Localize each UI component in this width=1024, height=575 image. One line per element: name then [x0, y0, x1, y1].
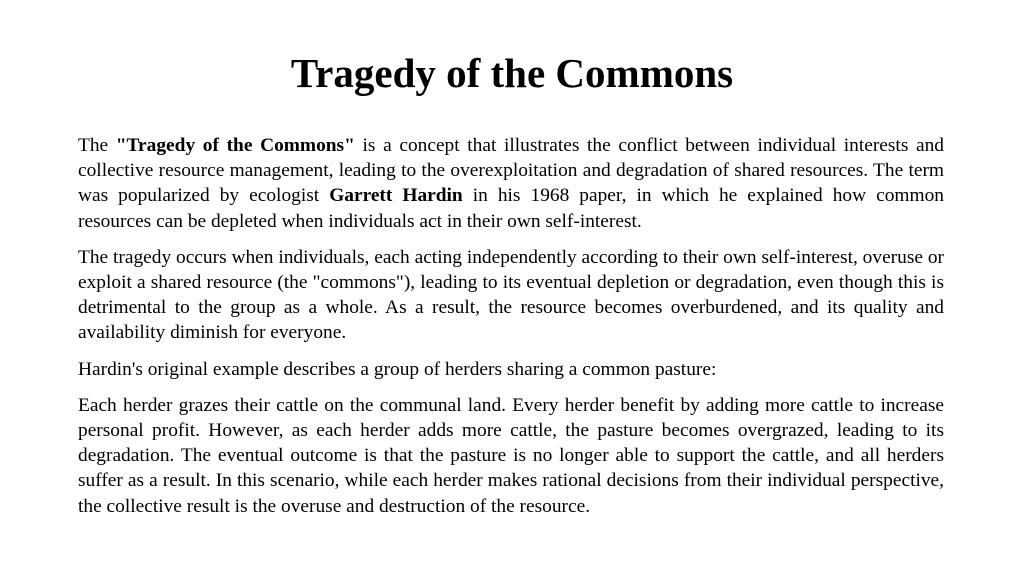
- paragraph-tragedy-explanation: The tragedy occurs when individuals, each acting independently according to their own self-interest, overuse or exploit a shared resource (the "commons"), leading to its eventual depletion or degradation, even though this is detrimental to the group as a whole. As a result, the resource becomes overburdened, and its quality and availability diminish for everyone.: [78, 246, 944, 344]
- paragraph-definition-text-1: The: [78, 135, 116, 156]
- paragraph-definition-text-2: is a concept that illustrates the conflict between individual interests and collective resource management, leading to the overexploitation and degradation of shared resources. The term was popularized by ecologist: [78, 135, 945, 207]
- name-garrett-hardin: Garrett Hardin: [329, 185, 463, 207]
- slide-title: Tragedy of the Commons: [290, 50, 734, 96]
- paragraph-definition-text-3: in his 1968 paper, in which he explained how common resources can be depleted when individuals act in their own self-interest.: [78, 185, 944, 232]
- term-tragedy-of-the-commons: "Tragedy of the Commons": [115, 135, 355, 156]
- paragraph-definition: [78, 133, 944, 234]
- paragraph-herder-scenario: Each herder grazes their cattle on the communal land. Every herder benefit by adding more cattle to increase personal profit. However, as each herder adds more cattle, the pasture becomes overgrazed, leading to its degradation. The eventual outcome is that the pasture is no longer able to support the cattle, and all herders suffer as a result. In this scenario, while each herder makes rational decisions from their individual perspective, the collective result is the overuse and destruction of the resource.: [78, 394, 944, 517]
- slide-body: [78, 133, 944, 530]
- paragraph-hardin-example-intro: Hardin's original example describes a group of herders sharing a common pasture:: [78, 358, 717, 380]
